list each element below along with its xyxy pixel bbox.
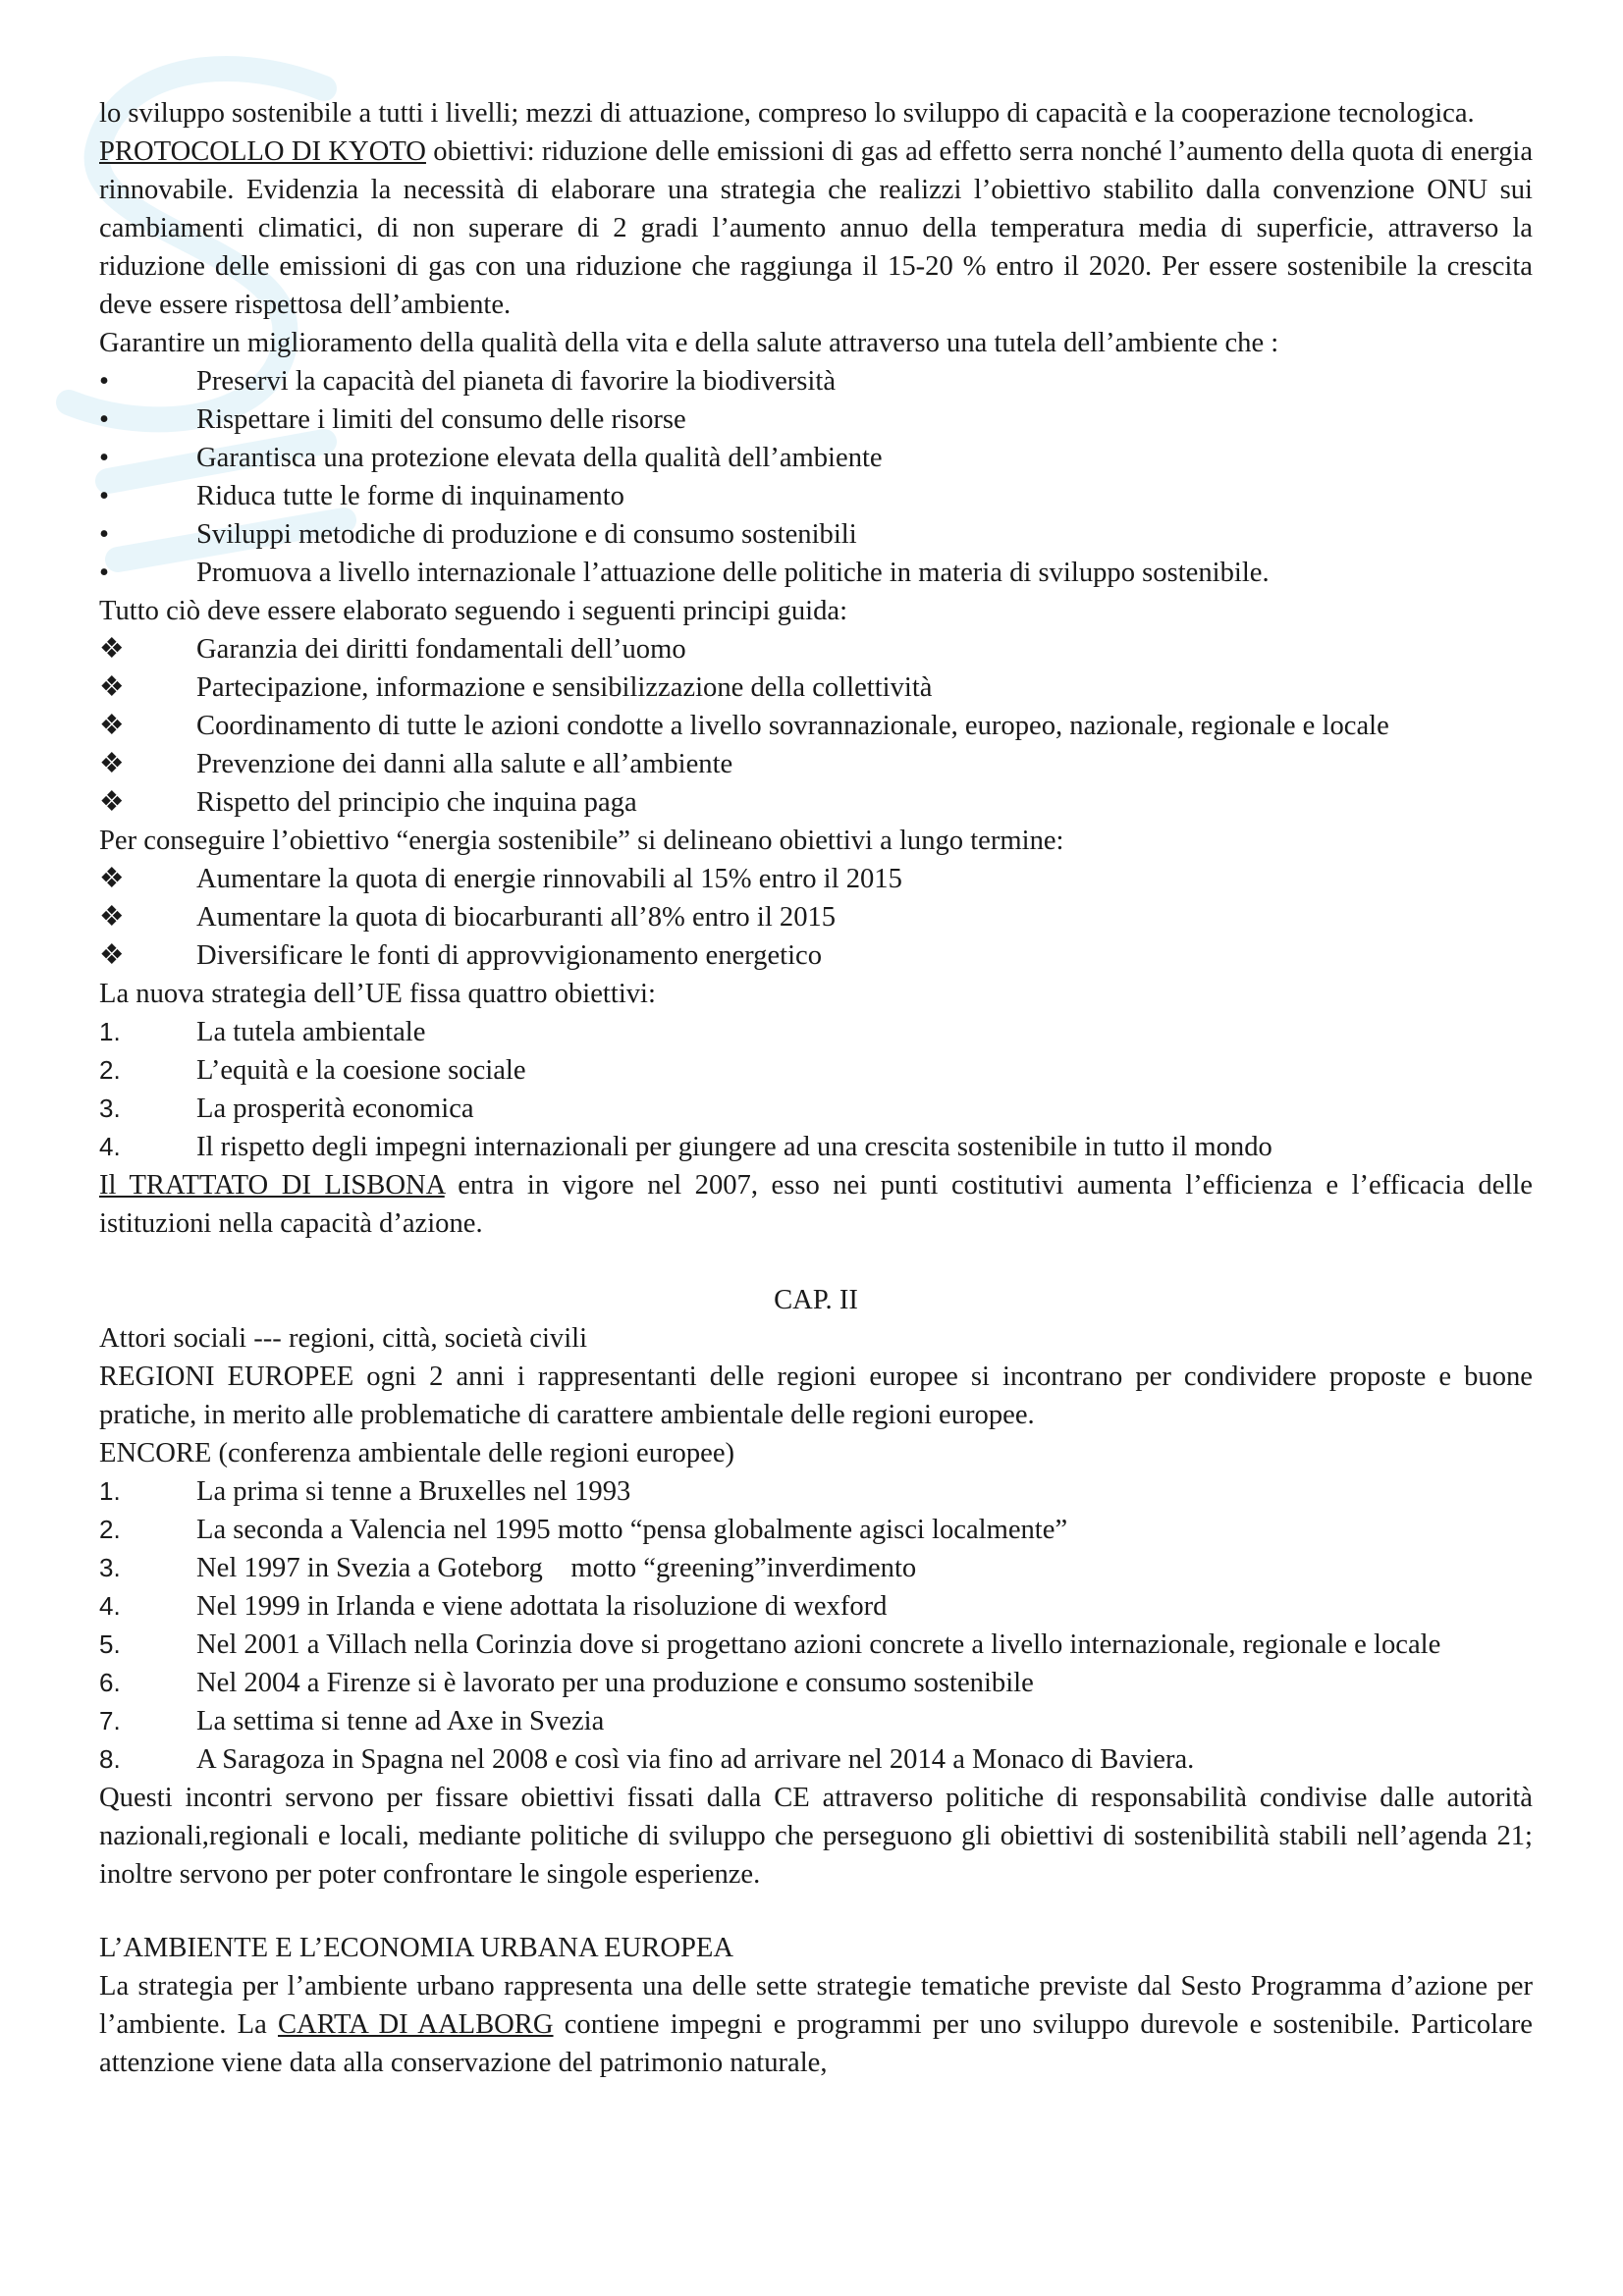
bullet-icon: • [99, 404, 110, 435]
lisbona-title: Il TRATTATO DI LISBONA [99, 1170, 445, 1201]
aalborg-title: CARTA DI AALBORG [277, 2009, 554, 2040]
encore-list [99, 1472, 1533, 1779]
principles-lead: Tutto ciò deve essere elaborato seguendo i seguenti principi guida: [99, 596, 848, 626]
list-item: 1. La prima si tenne a Bruxelles nel 1993 [99, 1476, 631, 1507]
list-item: ❖ Coordinamento di tutte le azioni condotte a livello sovrannazionale, europeo, nazionale, regionale e locale [99, 707, 1533, 745]
kyoto-title: PROTOCOLLO DI KYOTO [99, 136, 426, 167]
section-heading: L’AMBIENTE E L’ECONOMIA URBANA EUROPEA [99, 1933, 734, 1963]
energy-list [99, 860, 1533, 975]
kyoto-bullet-list [99, 362, 1533, 592]
bullet-icon: • [99, 519, 110, 550]
list-item: 1. La tutela ambientale [99, 1017, 426, 1047]
regions-paragraph: REGIONI EUROPEE ogni 2 anni i rappresentanti delle regioni europee si incontrano per condividere proposte e buone pratiche, in merito alle problematiche di carattere ambientale delle regioni europee. [99, 1362, 1534, 1430]
actors-line: Attori sociali --- regioni, città, società civili [99, 1323, 588, 1354]
list-item: • Rispettare i limiti del consumo delle risorse [99, 400, 1533, 439]
list-item: 4. Nel 1999 in Irlanda e viene adottata la risoluzione di wexford [99, 1591, 888, 1622]
list-item: 4. Il rispetto degli impegni internazionali per giungere ad una crescita sostenibile in tutto il mondo [99, 1132, 1272, 1162]
ue-strategy-lead: La nuova strategia dell’UE fissa quattro obiettivi: [99, 979, 656, 1009]
list-item: 3. La prosperità economica [99, 1094, 474, 1124]
list-item: 3. Nel 1997 in Svezia a Goteborg motto “greening”inverdimento [99, 1553, 917, 1583]
list-item: • Garantisca una protezione elevata della qualità dell’ambiente [99, 439, 1533, 477]
urban-paragraph: La strategia per l’ambiente urbano rappresenta una delle sette strategie tematiche previste dal Sesto Programma d’azione per l’ambiente. La CARTA DI AALBORG contiene impegni e programmi per uno sviluppo durevole e sostenibile. Particolare attenzione viene data alla conservazione del patrimonio naturale, [99, 1971, 1534, 2078]
list-item: • Promuova a livello internazionale l’attuazione delle politiche in materia di sviluppo sostenibile. [99, 554, 1533, 592]
list-item: 2. L’equità e la coesione sociale [99, 1055, 526, 1086]
encore-closing-paragraph: Questi incontri servono per fissare obiettivi fissati dalla CE attraverso politiche di responsabilità condivise dalle autorità nazionali,regionali e locali, mediante politiche di sviluppo che perseguono gli obiettivi di sostenibilità stabili nell’agenda 21; inoltre servono per poter confrontare le singole esperienze. [99, 1783, 1533, 1890]
diamond-bullet-icon: ❖ [99, 749, 125, 779]
list-item: • Sviluppi metodiche di produzione e di consumo sostenibili [99, 515, 1533, 554]
list-item: 8. A Saragoza in Spagna nel 2008 e così via fino ad arrivare nel 2014 a Monaco di Baviera. [99, 1744, 1195, 1775]
list-item: ❖ Aumentare la quota di biocarburanti all’8% entro il 2015 [99, 898, 1533, 936]
kyoto-paragraph: PROTOCOLLO DI KYOTO obiettivi: riduzione delle emissioni di gas ad effetto serra nonché l’aumento della quota di energia rinnovabile. Evidenzia la necessità di elaborare una strategia che realizzi l’obiettivo stabilito dalla convenzione ONU sui cambiamenti climatici, di non superare di 2 gradi l’aumento annuo della temperatura media di superficie, attraverso la riduzione delle emissioni di gas con una riduzione che raggiunga il 15-20 % entro il 2020. Per essere sostenibile la crescita deve essere rispettosa dell’ambiente. [99, 136, 1534, 320]
encore-lead: ENCORE (conferenza ambientale delle regioni europee) [99, 1438, 735, 1468]
diamond-bullet-icon: ❖ [99, 711, 125, 741]
bullet-icon: • [99, 558, 110, 588]
intro-paragraph: lo sviluppo sostenibile a tutti i livelli; mezzi di attuazione, compreso lo sviluppo di capacità e la cooperazione tecnologica. [99, 98, 1475, 129]
list-item: ❖ Prevenzione dei danni alla salute e all’ambiente [99, 745, 1533, 783]
energy-lead: Per conseguire l’obiettivo “energia sostenibile” si delineano obiettivi a lungo termine: [99, 826, 1064, 856]
bullet-icon: • [99, 443, 110, 473]
principles-list [99, 630, 1533, 822]
bullet-icon: • [99, 481, 110, 511]
diamond-bullet-icon: ❖ [99, 787, 125, 818]
list-item: ❖ Garanzia dei diritti fondamentali dell’uomo [99, 630, 1533, 668]
list-item: • Preservi la capacità del pianeta di favorire la biodiversità [99, 362, 1533, 400]
list-item: ❖ Rispetto del principio che inquina paga [99, 783, 1533, 822]
list-item: ❖ Aumentare la quota di energie rinnovabili al 15% entro il 2015 [99, 860, 1533, 898]
lisbona-paragraph: Il TRATTATO DI LISBONA entra in vigore nel 2007, esso nei punti costitutivi aumenta l’efficienza e l’efficacia delle istituzioni nella capacità d’azione. [99, 1170, 1534, 1239]
bullet-icon: • [99, 366, 110, 397]
diamond-bullet-icon: ❖ [99, 940, 125, 971]
chapter-heading: CAP. II [774, 1285, 858, 1315]
list-item: ❖ Partecipazione, informazione e sensibilizzazione della collettività [99, 668, 1533, 707]
list-item: 7. La settima si tenne ad Axe in Svezia [99, 1706, 605, 1736]
diamond-bullet-icon: ❖ [99, 672, 125, 703]
list-item: • Riduca tutte le forme di inquinamento [99, 477, 1533, 515]
diamond-bullet-icon: ❖ [99, 634, 125, 665]
kyoto-lead: Garantire un miglioramento della qualità della vita e della salute attraverso una tutela dell’ambiente che : [99, 328, 1279, 358]
list-item: 6. Nel 2004 a Firenze si è lavorato per una produzione e consumo sostenibile [99, 1668, 1034, 1698]
diamond-bullet-icon: ❖ [99, 902, 125, 933]
regions-title: REGIONI EUROPEE [99, 1362, 354, 1392]
diamond-bullet-icon: ❖ [99, 864, 125, 894]
ue-strategy-list [99, 1013, 1533, 1166]
document-page [99, 94, 1533, 2082]
list-item: 5. Nel 2001 a Villach nella Corinzia dove si progettano azioni concrete a livello internazionale, regionale e locale [99, 1629, 1441, 1660]
list-item: ❖ Diversificare le fonti di approvvigionamento energetico [99, 936, 1533, 975]
list-item: 2. La seconda a Valencia nel 1995 motto “pensa globalmente agisci localmente” [99, 1515, 1068, 1545]
